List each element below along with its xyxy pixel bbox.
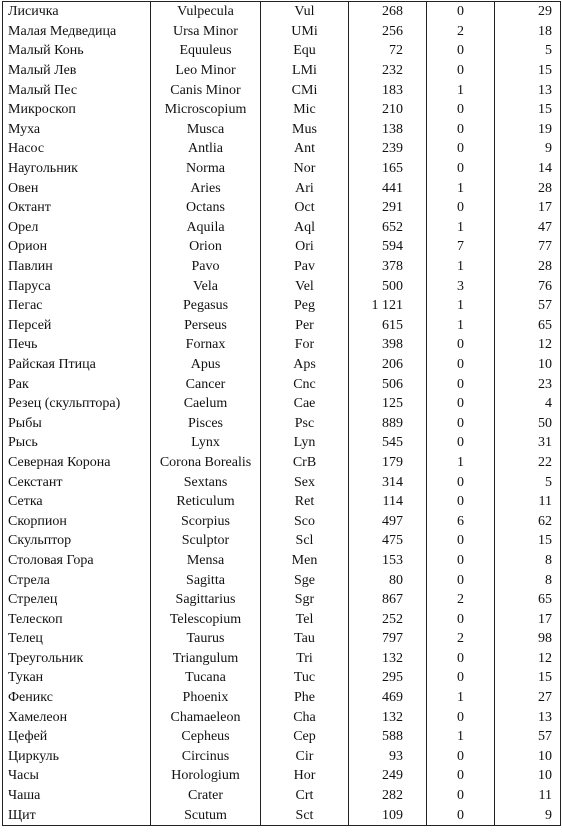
- cell-latin-name: Antlia: [151, 139, 261, 159]
- cell-value-3: 57: [495, 296, 561, 316]
- cell-russian-name: Секстант: [3, 472, 151, 492]
- cell-russian-name: Рысь: [3, 433, 151, 453]
- cell-value-1: 132: [349, 649, 427, 669]
- cell-russian-name: Щит: [3, 805, 151, 825]
- cell-value-3: 15: [495, 61, 561, 81]
- cell-abbreviation: Cha: [261, 707, 349, 727]
- cell-abbreviation: Ori: [261, 237, 349, 257]
- table-row: [3, 570, 561, 590]
- cell-value-3: 98: [495, 629, 561, 649]
- cell-value-1: 588: [349, 727, 427, 747]
- cell-russian-name: Тукан: [3, 668, 151, 688]
- cell-value-3: 15: [495, 531, 561, 551]
- cell-russian-name: Персей: [3, 316, 151, 336]
- table-row: [3, 472, 561, 492]
- cell-russian-name: Насос: [3, 139, 151, 159]
- table-row: [3, 747, 561, 767]
- cell-value-1: 652: [349, 218, 427, 238]
- cell-russian-name: Малый Лев: [3, 61, 151, 81]
- table-row: [3, 139, 561, 159]
- table-row: [3, 355, 561, 375]
- cell-value-3: 29: [495, 2, 561, 22]
- cell-value-3: 10: [495, 766, 561, 786]
- cell-value-2: 0: [427, 198, 495, 218]
- cell-value-3: 12: [495, 649, 561, 669]
- cell-russian-name: Лисичка: [3, 2, 151, 22]
- table-row: [3, 296, 561, 316]
- cell-latin-name: Norma: [151, 159, 261, 179]
- cell-value-1: 256: [349, 22, 427, 42]
- cell-value-3: 28: [495, 257, 561, 277]
- cell-abbreviation: Tel: [261, 609, 349, 629]
- cell-abbreviation: Vel: [261, 276, 349, 296]
- table-row: [3, 335, 561, 355]
- cell-value-3: 12: [495, 335, 561, 355]
- cell-latin-name: Reticulum: [151, 492, 261, 512]
- cell-russian-name: Столовая Гора: [3, 551, 151, 571]
- cell-latin-name: Chamaeleon: [151, 707, 261, 727]
- table-row: [3, 237, 561, 257]
- table-row: [3, 433, 561, 453]
- cell-value-3: 22: [495, 453, 561, 473]
- cell-value-1: 441: [349, 178, 427, 198]
- cell-latin-name: Scorpius: [151, 511, 261, 531]
- cell-latin-name: Telescopium: [151, 609, 261, 629]
- table-row: [3, 2, 561, 22]
- cell-abbreviation: Equ: [261, 41, 349, 61]
- table-row: [3, 786, 561, 806]
- cell-value-3: 8: [495, 570, 561, 590]
- cell-value-2: 0: [427, 786, 495, 806]
- cell-abbreviation: Vul: [261, 2, 349, 22]
- cell-latin-name: Octans: [151, 198, 261, 218]
- cell-latin-name: Horologium: [151, 766, 261, 786]
- cell-russian-name: Феникс: [3, 688, 151, 708]
- cell-value-1: 615: [349, 316, 427, 336]
- cell-value-2: 1: [427, 218, 495, 238]
- table-row: [3, 198, 561, 218]
- constellation-table-container: [2, 1, 560, 826]
- cell-value-2: 0: [427, 61, 495, 81]
- cell-abbreviation: Mic: [261, 100, 349, 120]
- cell-russian-name: Райская Птица: [3, 355, 151, 375]
- cell-russian-name: Часы: [3, 766, 151, 786]
- cell-abbreviation: UMi: [261, 22, 349, 42]
- cell-value-3: 65: [495, 590, 561, 610]
- cell-value-2: 0: [427, 374, 495, 394]
- cell-value-2: 1: [427, 727, 495, 747]
- cell-russian-name: Малый Конь: [3, 41, 151, 61]
- cell-value-1: 132: [349, 707, 427, 727]
- cell-abbreviation: Men: [261, 551, 349, 571]
- cell-abbreviation: Nor: [261, 159, 349, 179]
- cell-value-1: 183: [349, 80, 427, 100]
- cell-latin-name: Circinus: [151, 747, 261, 767]
- cell-value-3: 5: [495, 472, 561, 492]
- cell-russian-name: Павлин: [3, 257, 151, 277]
- table-row: [3, 707, 561, 727]
- cell-abbreviation: Lyn: [261, 433, 349, 453]
- cell-value-2: 7: [427, 237, 495, 257]
- cell-value-3: 5: [495, 41, 561, 61]
- table-row: [3, 727, 561, 747]
- table-row: [3, 80, 561, 100]
- cell-latin-name: Tucana: [151, 668, 261, 688]
- cell-value-2: 0: [427, 531, 495, 551]
- cell-abbreviation: Peg: [261, 296, 349, 316]
- cell-abbreviation: CrB: [261, 453, 349, 473]
- cell-latin-name: Lynx: [151, 433, 261, 453]
- cell-value-1: 210: [349, 100, 427, 120]
- cell-value-3: 47: [495, 218, 561, 238]
- cell-value-3: 19: [495, 120, 561, 140]
- cell-value-3: 10: [495, 355, 561, 375]
- cell-value-1: 594: [349, 237, 427, 257]
- cell-russian-name: Циркуль: [3, 747, 151, 767]
- cell-russian-name: Орел: [3, 218, 151, 238]
- cell-abbreviation: LMi: [261, 61, 349, 81]
- cell-latin-name: Triangulum: [151, 649, 261, 669]
- cell-value-1: 867: [349, 590, 427, 610]
- cell-value-1: 252: [349, 609, 427, 629]
- cell-value-3: 15: [495, 100, 561, 120]
- cell-latin-name: Fornax: [151, 335, 261, 355]
- cell-value-2: 0: [427, 159, 495, 179]
- cell-abbreviation: Sex: [261, 472, 349, 492]
- cell-russian-name: Стрела: [3, 570, 151, 590]
- cell-value-2: 0: [427, 805, 495, 825]
- table-row: [3, 374, 561, 394]
- cell-latin-name: Corona Borealis: [151, 453, 261, 473]
- cell-latin-name: Pisces: [151, 413, 261, 433]
- table-row: [3, 178, 561, 198]
- cell-abbreviation: Aql: [261, 218, 349, 238]
- cell-latin-name: Sagittarius: [151, 590, 261, 610]
- cell-latin-name: Scutum: [151, 805, 261, 825]
- cell-value-3: 9: [495, 139, 561, 159]
- cell-value-2: 0: [427, 413, 495, 433]
- cell-value-2: 0: [427, 2, 495, 22]
- table-row: [3, 61, 561, 81]
- cell-value-1: 206: [349, 355, 427, 375]
- cell-value-3: 10: [495, 747, 561, 767]
- cell-value-1: 109: [349, 805, 427, 825]
- table-row: [3, 649, 561, 669]
- cell-russian-name: Печь: [3, 335, 151, 355]
- table-row: [3, 629, 561, 649]
- cell-abbreviation: Scl: [261, 531, 349, 551]
- cell-russian-name: Овен: [3, 178, 151, 198]
- cell-value-1: 378: [349, 257, 427, 277]
- cell-value-2: 0: [427, 100, 495, 120]
- cell-value-3: 65: [495, 316, 561, 336]
- table-row: [3, 609, 561, 629]
- cell-russian-name: Октант: [3, 198, 151, 218]
- cell-value-1: 398: [349, 335, 427, 355]
- cell-value-3: 13: [495, 707, 561, 727]
- cell-value-1: 797: [349, 629, 427, 649]
- table-row: [3, 668, 561, 688]
- cell-value-1: 153: [349, 551, 427, 571]
- table-row: [3, 257, 561, 277]
- cell-value-1: 500: [349, 276, 427, 296]
- cell-russian-name: Северная Корона: [3, 453, 151, 473]
- cell-value-2: 0: [427, 649, 495, 669]
- cell-value-3: 9: [495, 805, 561, 825]
- cell-russian-name: Стрелец: [3, 590, 151, 610]
- cell-value-1: 138: [349, 120, 427, 140]
- cell-abbreviation: Tuc: [261, 668, 349, 688]
- cell-abbreviation: Psc: [261, 413, 349, 433]
- cell-latin-name: Cepheus: [151, 727, 261, 747]
- cell-russian-name: Муха: [3, 120, 151, 140]
- cell-latin-name: Taurus: [151, 629, 261, 649]
- cell-latin-name: Ursa Minor: [151, 22, 261, 42]
- cell-value-2: 1: [427, 296, 495, 316]
- cell-value-2: 0: [427, 551, 495, 571]
- cell-russian-name: Малый Пес: [3, 80, 151, 100]
- cell-latin-name: Sextans: [151, 472, 261, 492]
- cell-abbreviation: Per: [261, 316, 349, 336]
- cell-latin-name: Crater: [151, 786, 261, 806]
- cell-value-1: 232: [349, 61, 427, 81]
- cell-value-1: 239: [349, 139, 427, 159]
- constellation-table: [2, 1, 561, 826]
- cell-russian-name: Микроскоп: [3, 100, 151, 120]
- cell-abbreviation: Mus: [261, 120, 349, 140]
- cell-russian-name: Треугольник: [3, 649, 151, 669]
- cell-latin-name: Mensa: [151, 551, 261, 571]
- table-row: [3, 22, 561, 42]
- cell-latin-name: Perseus: [151, 316, 261, 336]
- table-row: [3, 590, 561, 610]
- cell-latin-name: Canis Minor: [151, 80, 261, 100]
- cell-value-3: 11: [495, 786, 561, 806]
- cell-latin-name: Sculptor: [151, 531, 261, 551]
- cell-latin-name: Apus: [151, 355, 261, 375]
- table-row: [3, 766, 561, 786]
- cell-latin-name: Orion: [151, 237, 261, 257]
- cell-latin-name: Caelum: [151, 394, 261, 414]
- cell-russian-name: Скульптор: [3, 531, 151, 551]
- cell-value-2: 0: [427, 747, 495, 767]
- cell-value-1: 314: [349, 472, 427, 492]
- table-row: [3, 394, 561, 414]
- cell-russian-name: Цефей: [3, 727, 151, 747]
- cell-abbreviation: Pav: [261, 257, 349, 277]
- table-row: [3, 120, 561, 140]
- cell-russian-name: Телец: [3, 629, 151, 649]
- cell-abbreviation: Cir: [261, 747, 349, 767]
- table-row: [3, 531, 561, 551]
- cell-russian-name: Резец (скульптора): [3, 394, 151, 414]
- table-row: [3, 453, 561, 473]
- cell-value-3: 14: [495, 159, 561, 179]
- table-row: [3, 805, 561, 825]
- cell-value-1: 282: [349, 786, 427, 806]
- cell-value-2: 0: [427, 355, 495, 375]
- cell-value-3: 31: [495, 433, 561, 453]
- cell-russian-name: Паруса: [3, 276, 151, 296]
- cell-russian-name: Малая Медведица: [3, 22, 151, 42]
- cell-value-2: 0: [427, 433, 495, 453]
- cell-abbreviation: Cnc: [261, 374, 349, 394]
- table-row: [3, 492, 561, 512]
- cell-value-2: 0: [427, 668, 495, 688]
- cell-value-3: 17: [495, 609, 561, 629]
- table-row: [3, 41, 561, 61]
- table-row: [3, 218, 561, 238]
- cell-russian-name: Рак: [3, 374, 151, 394]
- cell-abbreviation: Hor: [261, 766, 349, 786]
- cell-value-3: 57: [495, 727, 561, 747]
- cell-value-3: 76: [495, 276, 561, 296]
- cell-latin-name: Phoenix: [151, 688, 261, 708]
- cell-abbreviation: Sge: [261, 570, 349, 590]
- cell-value-3: 27: [495, 688, 561, 708]
- cell-value-2: 0: [427, 570, 495, 590]
- table-row: [3, 276, 561, 296]
- cell-abbreviation: Sct: [261, 805, 349, 825]
- cell-russian-name: Пегас: [3, 296, 151, 316]
- cell-latin-name: Pavo: [151, 257, 261, 277]
- cell-latin-name: Musca: [151, 120, 261, 140]
- cell-abbreviation: Ant: [261, 139, 349, 159]
- cell-abbreviation: For: [261, 335, 349, 355]
- cell-value-1: 497: [349, 511, 427, 531]
- cell-value-1: 545: [349, 433, 427, 453]
- cell-value-3: 28: [495, 178, 561, 198]
- cell-russian-name: Рыбы: [3, 413, 151, 433]
- cell-latin-name: Leo Minor: [151, 61, 261, 81]
- cell-value-3: 11: [495, 492, 561, 512]
- cell-value-2: 0: [427, 492, 495, 512]
- cell-value-2: 1: [427, 316, 495, 336]
- cell-value-2: 1: [427, 178, 495, 198]
- cell-value-3: 17: [495, 198, 561, 218]
- cell-value-2: 0: [427, 139, 495, 159]
- cell-abbreviation: Ret: [261, 492, 349, 512]
- cell-value-2: 1: [427, 257, 495, 277]
- cell-abbreviation: Cep: [261, 727, 349, 747]
- cell-abbreviation: Sco: [261, 511, 349, 531]
- cell-value-1: 249: [349, 766, 427, 786]
- cell-value-3: 4: [495, 394, 561, 414]
- cell-abbreviation: Crt: [261, 786, 349, 806]
- cell-value-2: 0: [427, 609, 495, 629]
- cell-value-2: 0: [427, 472, 495, 492]
- cell-russian-name: Орион: [3, 237, 151, 257]
- cell-latin-name: Vela: [151, 276, 261, 296]
- cell-value-3: 62: [495, 511, 561, 531]
- cell-value-1: 80: [349, 570, 427, 590]
- cell-value-3: 15: [495, 668, 561, 688]
- cell-value-2: 2: [427, 629, 495, 649]
- cell-value-1: 93: [349, 747, 427, 767]
- table-row: [3, 688, 561, 708]
- cell-latin-name: Pegasus: [151, 296, 261, 316]
- table-row: [3, 511, 561, 531]
- cell-value-3: 23: [495, 374, 561, 394]
- constellation-table-body: [3, 2, 561, 826]
- cell-value-3: 13: [495, 80, 561, 100]
- cell-value-1: 291: [349, 198, 427, 218]
- cell-value-2: 1: [427, 80, 495, 100]
- cell-value-1: 268: [349, 2, 427, 22]
- cell-value-3: 18: [495, 22, 561, 42]
- cell-abbreviation: CMi: [261, 80, 349, 100]
- cell-latin-name: Cancer: [151, 374, 261, 394]
- cell-value-3: 8: [495, 551, 561, 571]
- cell-value-1: 889: [349, 413, 427, 433]
- cell-abbreviation: Sgr: [261, 590, 349, 610]
- cell-abbreviation: Cae: [261, 394, 349, 414]
- cell-value-2: 0: [427, 394, 495, 414]
- cell-value-1: 469: [349, 688, 427, 708]
- cell-russian-name: Хамелеон: [3, 707, 151, 727]
- cell-latin-name: Vulpecula: [151, 2, 261, 22]
- cell-value-1: 72: [349, 41, 427, 61]
- table-row: [3, 551, 561, 571]
- cell-value-3: 77: [495, 237, 561, 257]
- cell-latin-name: Sagitta: [151, 570, 261, 590]
- cell-value-1: 295: [349, 668, 427, 688]
- cell-value-2: 2: [427, 22, 495, 42]
- cell-value-2: 0: [427, 707, 495, 727]
- cell-russian-name: Сетка: [3, 492, 151, 512]
- cell-value-1: 506: [349, 374, 427, 394]
- cell-latin-name: Aquila: [151, 218, 261, 238]
- cell-abbreviation: Aps: [261, 355, 349, 375]
- cell-russian-name: Скорпион: [3, 511, 151, 531]
- cell-value-2: 0: [427, 120, 495, 140]
- table-row: [3, 100, 561, 120]
- table-row: [3, 316, 561, 336]
- cell-value-2: 1: [427, 688, 495, 708]
- cell-latin-name: Equuleus: [151, 41, 261, 61]
- cell-value-2: 0: [427, 766, 495, 786]
- table-row: [3, 159, 561, 179]
- cell-latin-name: Microscopium: [151, 100, 261, 120]
- cell-value-3: 50: [495, 413, 561, 433]
- cell-abbreviation: Ari: [261, 178, 349, 198]
- cell-value-2: 6: [427, 511, 495, 531]
- cell-abbreviation: Oct: [261, 198, 349, 218]
- cell-value-2: 0: [427, 41, 495, 61]
- cell-value-2: 3: [427, 276, 495, 296]
- cell-value-2: 0: [427, 335, 495, 355]
- cell-abbreviation: Phe: [261, 688, 349, 708]
- cell-value-1: 1 121: [349, 296, 427, 316]
- cell-latin-name: Aries: [151, 178, 261, 198]
- cell-value-1: 179: [349, 453, 427, 473]
- cell-abbreviation: Tri: [261, 649, 349, 669]
- cell-value-1: 125: [349, 394, 427, 414]
- cell-value-2: 2: [427, 590, 495, 610]
- cell-value-1: 475: [349, 531, 427, 551]
- cell-russian-name: Телескоп: [3, 609, 151, 629]
- cell-abbreviation: Tau: [261, 629, 349, 649]
- cell-russian-name: Чаша: [3, 786, 151, 806]
- cell-value-2: 1: [427, 453, 495, 473]
- cell-russian-name: Наугольник: [3, 159, 151, 179]
- cell-value-1: 114: [349, 492, 427, 512]
- cell-value-1: 165: [349, 159, 427, 179]
- table-row: [3, 413, 561, 433]
